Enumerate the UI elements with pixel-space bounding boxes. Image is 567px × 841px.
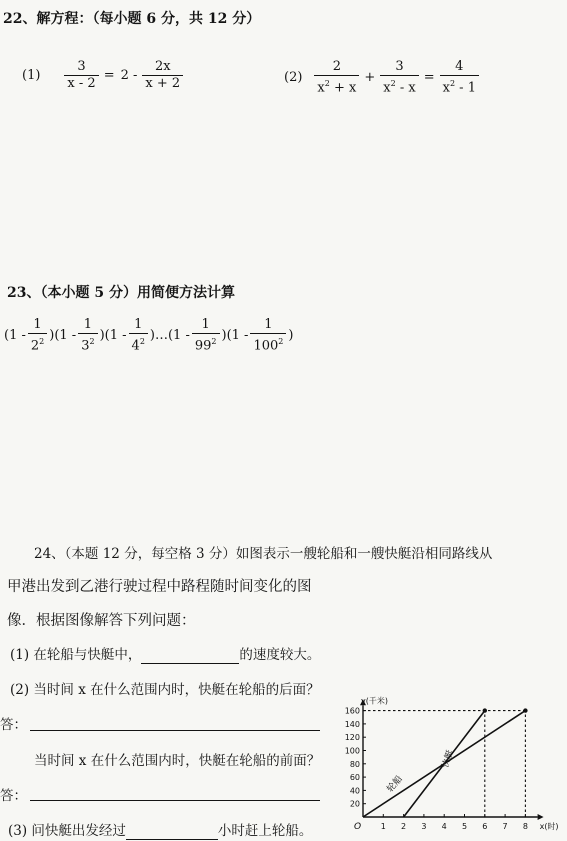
q22-equation-1 <box>22 60 185 91</box>
equals-sign: = <box>103 68 115 83</box>
y-tick-label: 120 <box>344 733 360 743</box>
numerator: 2 <box>332 59 342 74</box>
q22-header: 22、解方程：（每小题 6 分，共 12 分） <box>3 11 261 27</box>
distance-time-chart <box>330 595 567 841</box>
q24-intro-line-1: 24、（本题 12 分，每空格 3 分）如图表示一艘轮船和一艘快艇沿相同路线从 <box>34 546 493 562</box>
y-tick-label: 140 <box>344 719 360 729</box>
q22-p1-label: (1) <box>22 68 41 83</box>
y-tick-label: 100 <box>344 746 360 756</box>
denominator: $x^2$ - x <box>380 75 418 95</box>
fraction <box>380 60 418 95</box>
q24-sub-question-2a: (2) 当时间 x 在什么范围内时，快艇在轮船的后面？ <box>10 682 320 698</box>
x-tick-label: 5 <box>461 822 468 831</box>
equals-sign: = <box>423 70 435 86</box>
q23-header: 23、（本小题 5 分）用简便方法计算 <box>7 285 235 301</box>
x-tick-label: 2 <box>401 822 407 831</box>
y-tick-label: 20 <box>349 799 360 809</box>
product-term: (1 - $\frac{1}{100^2}$ ) <box>226 317 294 354</box>
x-tick-label: 6 <box>482 822 488 831</box>
plus-sign: + <box>364 70 376 86</box>
y-tick-label: 80 <box>349 759 360 769</box>
x-axis-arrow-icon <box>538 814 544 820</box>
sub3-text: (3) 问快艇出发经过 <box>8 823 126 839</box>
series-endpoint <box>523 708 527 712</box>
sub1-text-end: 的速度较大。 <box>239 647 321 663</box>
denominator: x + 2 <box>142 75 183 91</box>
x-tick-label: 4 <box>441 822 447 831</box>
fraction <box>142 60 183 91</box>
x-tick-label: 1 <box>380 822 386 831</box>
answer-label: 答： <box>0 717 27 733</box>
sub1-text: (1) 在轮船与快艇中， <box>10 647 142 663</box>
answer-blank[interactable] <box>141 647 239 664</box>
numerator: 3 <box>395 59 404 74</box>
term: 2 - <box>120 68 138 83</box>
fraction <box>314 60 359 95</box>
product-term: (1 - $\frac{1}{3^2}$ ) <box>54 317 105 354</box>
q22-equation-2 <box>284 60 481 95</box>
product-term: (1 - $\frac{1}{4^2}$ )… <box>104 317 168 354</box>
numerator: 4 <box>455 59 464 74</box>
series-label: 快艇 <box>440 749 456 770</box>
series-endpoint <box>483 708 487 712</box>
product-term: (1 - $\frac{1}{99^2}$ ) <box>167 317 227 354</box>
y-axis-label: y(千米) <box>361 696 388 706</box>
x-tick-label: 8 <box>522 822 528 831</box>
origin-label: O <box>354 822 362 832</box>
q22-p2-label: (2) <box>284 70 303 86</box>
q24-sub-question-3 <box>8 819 312 840</box>
y-tick-label: 160 <box>344 706 360 716</box>
numerator: 2x <box>154 59 171 74</box>
product-term: (1 - $\frac{1}{2^2}$ ) <box>4 317 55 354</box>
fraction <box>64 60 98 91</box>
q23-product-expression <box>4 318 293 353</box>
fraction <box>440 60 479 95</box>
q24-intro-line-2: 甲港出发到乙港行驶过程中路程随时间变化的图 <box>7 579 312 595</box>
denominator: $x^2 + x$ <box>314 75 359 95</box>
denominator: $x^2 - 1$ <box>440 75 479 95</box>
x-axis-label: x(时) <box>539 822 559 831</box>
q24-sub-question-1 <box>10 643 320 664</box>
x-tick-label: 3 <box>421 822 427 831</box>
denominator: x - 2 <box>64 75 98 91</box>
y-tick-label: 40 <box>349 786 360 796</box>
x-tick-label: 7 <box>502 822 508 831</box>
answer-line-2b[interactable] <box>30 800 320 801</box>
numerator: 3 <box>77 59 86 74</box>
answer-label: 答： <box>0 788 27 804</box>
sub3-text-end: 小时赶上轮船。 <box>217 823 313 839</box>
answer-line-2a[interactable] <box>30 730 320 731</box>
series-label: 轮船 <box>385 774 405 795</box>
answer-blank[interactable] <box>126 823 218 840</box>
q24-sub-question-2b: 当时间 x 在什么范围内时，快艇在轮船的前面？ <box>34 753 321 769</box>
y-tick-label: 60 <box>349 773 360 783</box>
q24-intro-line-3: 像．根据图像解答下列问题： <box>7 613 196 629</box>
